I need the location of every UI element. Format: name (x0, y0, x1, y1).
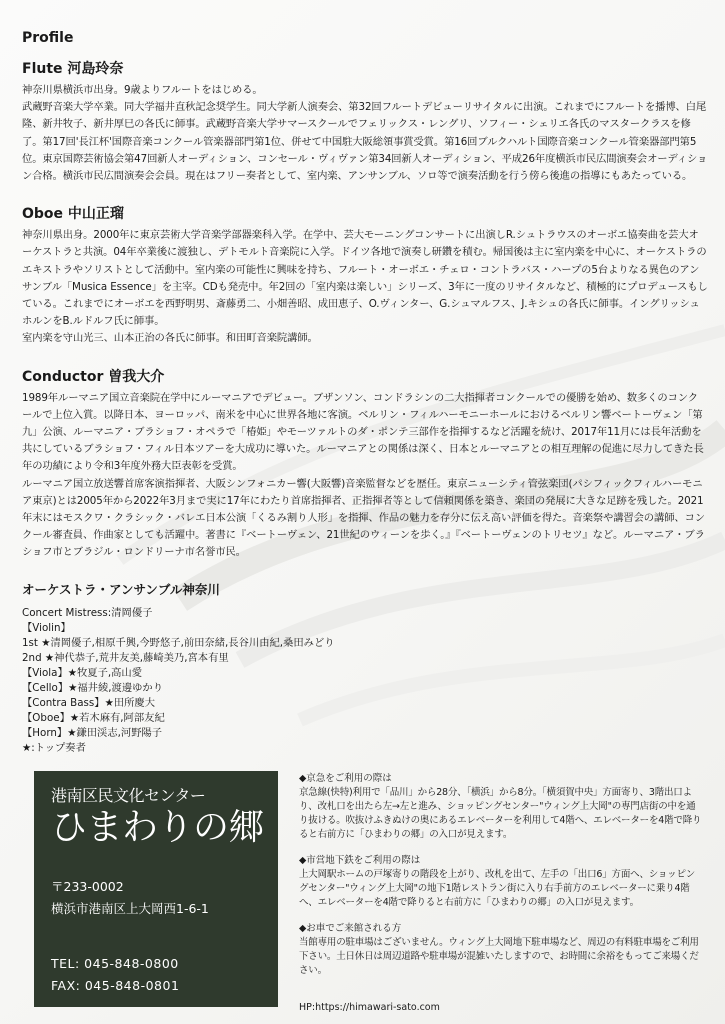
conductor-section (22, 366, 708, 562)
conductor-title: Conductor 曽我大介 (22, 368, 165, 385)
venue-zip: 〒233-0002 (51, 879, 124, 894)
ensemble-line: 【Horn】★鎌田渓志,河野陽子 (22, 726, 163, 739)
conductor-bio-text: 1989年ルーマニア国立音楽院在学中にルーマニアでデビュー。ブザンソン、コンドラシンの二大指揮者コンクールでの優勝を始め、数多くのコンクールで上位入賞。以降日本、ヨーロッパ、南米を中心に世界各地に客演。ベルリン・フィルハーモニーホールにおけるベルリン響ベートーヴェン「第九」公演、ルーマニア・ブラショフ・オペラで「椿姫」やモーツァルトのダ・ポンテ三部作を指揮するなど活躍を続け、2017年11月には長年活動を共にしているブラショフ・フィル日本ツアーを大成功に導いた。ルーマニアとの関係は深く、日本とルーマニアとの相互理解の促進に尽力してきた長年の功績により令和3年度外務大臣表彰を受賞。 ルーマニア国立放送響首席客演指揮者、大阪シンフォニカー響(大阪響)音楽監督などを歴任。東京ニューシティ管弦楽団(パシフィックフィルハーモニア東京)とは2005年から2022年3月まで実に17年にわたり首席指揮者、正指揮者等として信頼関係を築き、楽団の発展に大きな足跡を残した。2021年末にはモスクワ・クラシック・バレエ日本公演「くるみ割り人形」を指揮、作品の魅力を存分に伝え高い評価を得た。音楽祭や講習会の講師、コンクール審査員、作曲家としても活躍中。著書に『ベートーヴェン、21世紀のウィーンを歩く。』『ベートーヴェンのトリセツ』など。ルーマニア・ブラショフ市とブラジル・ロンドリーナ市名誉市民。 (22, 391, 705, 559)
venue-info-box (34, 771, 278, 1007)
flute-bio-text: 神奈川県横浜市出身。9歳よりフルートをはじめる。 武蔵野音楽大学卒業。同大学福井直秋記念奨学生。同大学新人演奏会、第32回フルートデビューリサイタルに出演。これまでにフルートを播博、白尾隆、新井牧子、新井厚巳の各氏に師事。武蔵野音楽大学サマースクールでフェリックス・レングリ、ソフィー・シェリエ各氏のマスタークラスを修了。第17回'長江杯'国際音楽コンクール管楽器部門第1位、併せて中国駐大阪総領事賞受賞。第16回ブルクハルト国際音楽コンクール管楽器部門第5位。東京国際芸術協会第47回新人オーディション、コンセール・ヴィヴァン第34回新人オーディション、平成26年度横浜市民広間演奏会オーディション合格。横浜市民広間演奏会会員。現在はフリー奏者として、室内楽、アンサンブル、ソロ等で演奏活動を行う傍ら後進の指導にもあたっている。 (22, 84, 708, 183)
venue-tel: TEL: 045-848-0800 (51, 956, 179, 971)
oboe-title: Oboe 中山正瑠 (22, 206, 124, 223)
venue-address: 横浜市港南区上大岡西1-6-1 (51, 901, 209, 916)
ensemble-line: 【Oboe】★若木麻有,阿部友紀 (22, 711, 165, 724)
ensemble-line: 【Cello】★福井綾,渡邊ゆかり (22, 681, 164, 694)
oboe-bio (22, 227, 708, 347)
profile-heading: Profile (22, 30, 74, 46)
profile-content (22, 30, 708, 756)
oboe-bio-text: 神奈川県出身。2000年に東京芸術大学音楽学部器楽科入学。在学中、芸大モーニングコンサートに出演しR.シュトラウスのオーボエ協奏曲を芸大オーケストラと共演。04年卒業後に渡独し、デトモルト音楽院に入学。ドイツ各地で演奏し研鑽を積む。帰国後は主に室内楽を中心に、オーケストラのエキストラやソリストとして活動中。室内楽の可能性に興味を持ち、フルート・オーボエ・チェロ・コントラバス・ハープの5台よりなる異色のアンサンブル「Musica Essence」を主宰。CDも発売中。年2回の「室内楽は楽しい」シリーズ、3年に一度のリサイタルなど、積極的にプロデュースもしている。これまでにオーボエを西野明男、斎藤勇二、小畑善昭、成田恵子、O.ヴィンター、G.シュマルフス、J.キシュの各氏に師事。イングリッシュホルンをB.ルドルフ氏に師事。 室内楽を守山光三、山本正治の各氏に師事。和田町音楽院講師。 (22, 229, 708, 345)
access-keikyu (299, 772, 703, 842)
ensemble-section (22, 580, 708, 756)
flute-title: Flute 河島玲奈 (22, 61, 124, 77)
access-car-body: 当館専用の駐車場はございません。ウィング上大岡地下駐車場など、周辺の有料駐車場をご利用下さい。土日休日は周辺道路や駐車場が混雑いたしますので、お時間に余裕をもってご来場ください。 (299, 937, 699, 976)
access-car-heading: ◆お車でご来館される方 (299, 923, 402, 934)
access-keikyu-body: 京急線(快特)利用で「品川」から28分、「横浜」から8分。「横須賀中央」方面寄り、3階出口より、改札口を出たら左→左と進み、ショッピングセンター"ウィング上大岡"の専門店街の中を通り抜ける。吹抜けふきぬけの奥にあるエレベーターを利用して4階へ、エレベーターを4階で降りると右前方に「ひまわりの郷」の入口が見えます。 (299, 787, 702, 840)
access-subway-heading: ◆市営地下鉄をご利用の際は (299, 855, 421, 866)
access-subway-body: 上大岡駅ホームの戸塚寄りの階段を上がり、改札を出て、左手の「出口6」方面へ、ショッピングセンター"ウィング上大岡"の地下1階レストラン街に入り右手前方のエレベーターに乗り4階へ、エレベーターを4階で降りると右前方に「ひまわりの郷」の入口が見えます。 (299, 869, 696, 908)
venue-name: ひまわりの郷 (51, 807, 265, 848)
oboe-section (22, 203, 708, 347)
ensemble-line: 【Viola】★牧夏子,高山愛 (22, 666, 143, 679)
homepage-link[interactable]: HP:https://himawari-sato.com (299, 1002, 440, 1013)
access-keikyu-heading: ◆京急をご利用の際は (299, 773, 392, 784)
ensemble-line: Concert Mistress:清岡優子 (22, 606, 153, 619)
ensemble-line: 2nd ★神代恭子,荒井友美,藤崎美乃,宮本有里 (22, 651, 229, 664)
ensemble-title: オーケストラ・アンサンブル神奈川 (22, 581, 220, 597)
conductor-bio (22, 390, 708, 562)
ensemble-line: ★:トップ奏者 (22, 741, 86, 754)
access-info (299, 772, 703, 990)
flute-bio (22, 82, 708, 185)
venue-fax: FAX: 045-848-0801 (51, 978, 180, 993)
venue-subtitle: 港南区民文化センター (51, 786, 206, 805)
access-car (299, 922, 703, 978)
ensemble-line: 【Violin】 (22, 621, 71, 634)
ensemble-line: 1st ★清岡優子,相原千興,今野悠子,前田奈緒,長谷川由紀,桑田みどり (22, 636, 335, 649)
flute-section (22, 58, 708, 185)
ensemble-line: 【Contra Bass】★田所慶大 (22, 696, 155, 709)
access-subway (299, 854, 703, 910)
